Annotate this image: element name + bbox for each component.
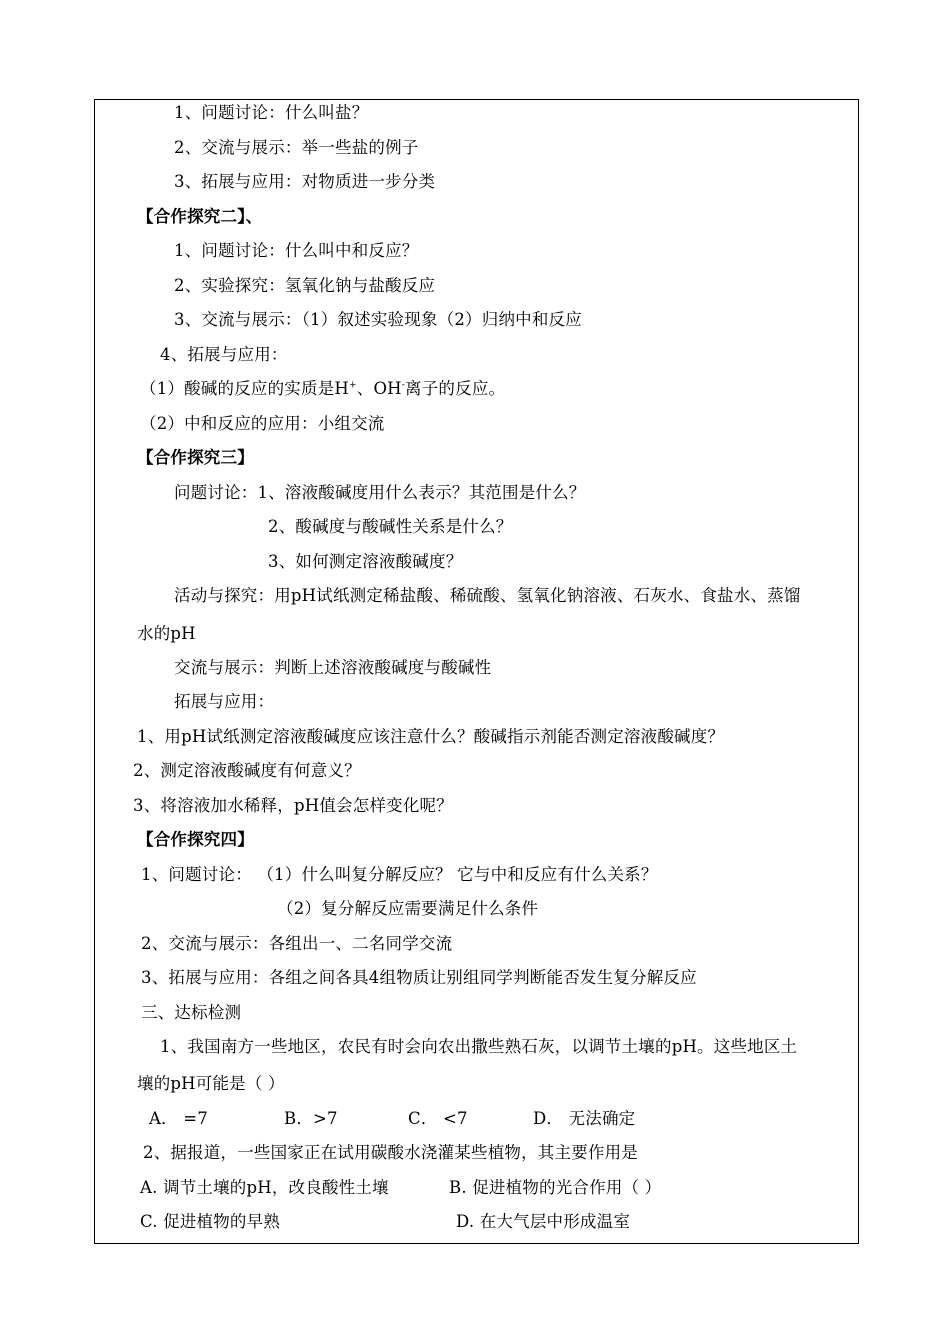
- q1-option-b: B．>7: [284, 1109, 338, 1128]
- exchange-groups: 2、交流与展示：各组出一、二名同学交流: [141, 934, 453, 953]
- exchange-phenomena: 3、交流与展示：（1）叙述实验现象（2）归纳中和反应: [174, 310, 582, 329]
- acid-base-essence-part1: （1）酸碱的反应的实质是H: [140, 379, 349, 398]
- section-heading-4: 【合作探究四】: [137, 830, 254, 849]
- dilution-question: 3、将溶液加水稀释，pH值会怎样变化呢？: [133, 796, 453, 815]
- discuss-neutralization: 1、问题讨论：什么叫中和反应？: [174, 241, 419, 260]
- h-superscript: +: [349, 380, 357, 391]
- oh-superscript: -: [401, 380, 406, 391]
- extend-application-heading-3: 拓展与应用：: [174, 692, 275, 711]
- extend-classification: 3、拓展与应用：对物质进一步分类: [174, 172, 436, 191]
- discuss-salt: 1、问题讨论：什么叫盐？: [174, 103, 369, 122]
- experiment-naoh-hcl: 2、实验探究：氢氧化钠与盐酸反应: [174, 276, 436, 295]
- q2-option-c: C. 促进植物的早熟: [140, 1212, 281, 1231]
- ph-meaning-question: 2、测定溶液酸碱度有何意义？: [133, 761, 361, 780]
- extend-application-heading: 4、拓展与应用：: [160, 345, 288, 364]
- q1-option-a: A． =7: [149, 1109, 208, 1128]
- acid-base-essence: [140, 379, 505, 399]
- acid-base-essence-part2: 、OH: [356, 379, 402, 398]
- activity-ph-test-cont: 水的pH: [137, 624, 196, 643]
- discuss-ph-q3: 3、如何测定溶液酸碱度？: [268, 552, 463, 571]
- section-heading-2: 【合作探究二】、: [137, 207, 263, 226]
- exchange-salt-examples: 2、交流与展示：举一些盐的例子: [174, 138, 419, 157]
- question-1: 1、我国南方一些地区，农民有时会向农出撒些熟石灰，以调节土壤的pH。这些地区土: [160, 1037, 798, 1056]
- acid-base-essence-part3: 离子的反应。: [405, 379, 506, 398]
- q2-option-b: B. 促进植物的光合作用（ ）: [449, 1178, 662, 1197]
- q2-option-a: A. 调节土壤的pH，改良酸性土壤: [140, 1178, 389, 1197]
- q1-option-d: D． 无法确定: [533, 1109, 636, 1128]
- question-2: 2、据报道，一些国家正在试用碳酸水浇灌某些植物，其主要作用是: [143, 1143, 638, 1162]
- section-assessment: 三、达标检测: [141, 1003, 242, 1022]
- ph-paper-question: 1、用pH试纸测定溶液酸碱度应该注意什么？酸碱指示剂能否测定溶液酸碱度？: [137, 727, 725, 746]
- discuss-double-decomposition-conditions: （2）复分解反应需要满足什么条件: [277, 899, 539, 918]
- q2-option-d: D. 在大气层中形成温室: [456, 1212, 631, 1231]
- extend-groups-judge: 3、拓展与应用：各组之间各具4组物质让别组同学判断能否发生复分解反应: [141, 968, 697, 987]
- exchange-judge-solutions: 交流与展示：判断上述溶液酸碱度与酸碱性: [174, 658, 492, 677]
- q1-option-c: C． <7: [408, 1109, 468, 1128]
- neutralization-uses: （2）中和反应的应用：小组交流: [140, 414, 385, 433]
- question-1-cont: 壤的pH可能是（ ）: [137, 1074, 285, 1093]
- discuss-ph-q1: 问题讨论：1、溶液酸碱度用什么表示？其范围是什么？: [174, 483, 586, 502]
- section-heading-3: 【合作探究三】: [137, 448, 254, 467]
- activity-ph-test: 活动与探究：用pH试纸测定稀盐酸、稀硫酸、氢氧化钠溶液、石灰水、食盐水、蒸馏: [174, 586, 801, 605]
- discuss-ph-q2: 2、酸碱度与酸碱性关系是什么？: [268, 517, 513, 536]
- discuss-double-decomposition: 1、问题讨论： （1）什么叫复分解反应？ 它与中和反应有什么关系？: [141, 865, 658, 884]
